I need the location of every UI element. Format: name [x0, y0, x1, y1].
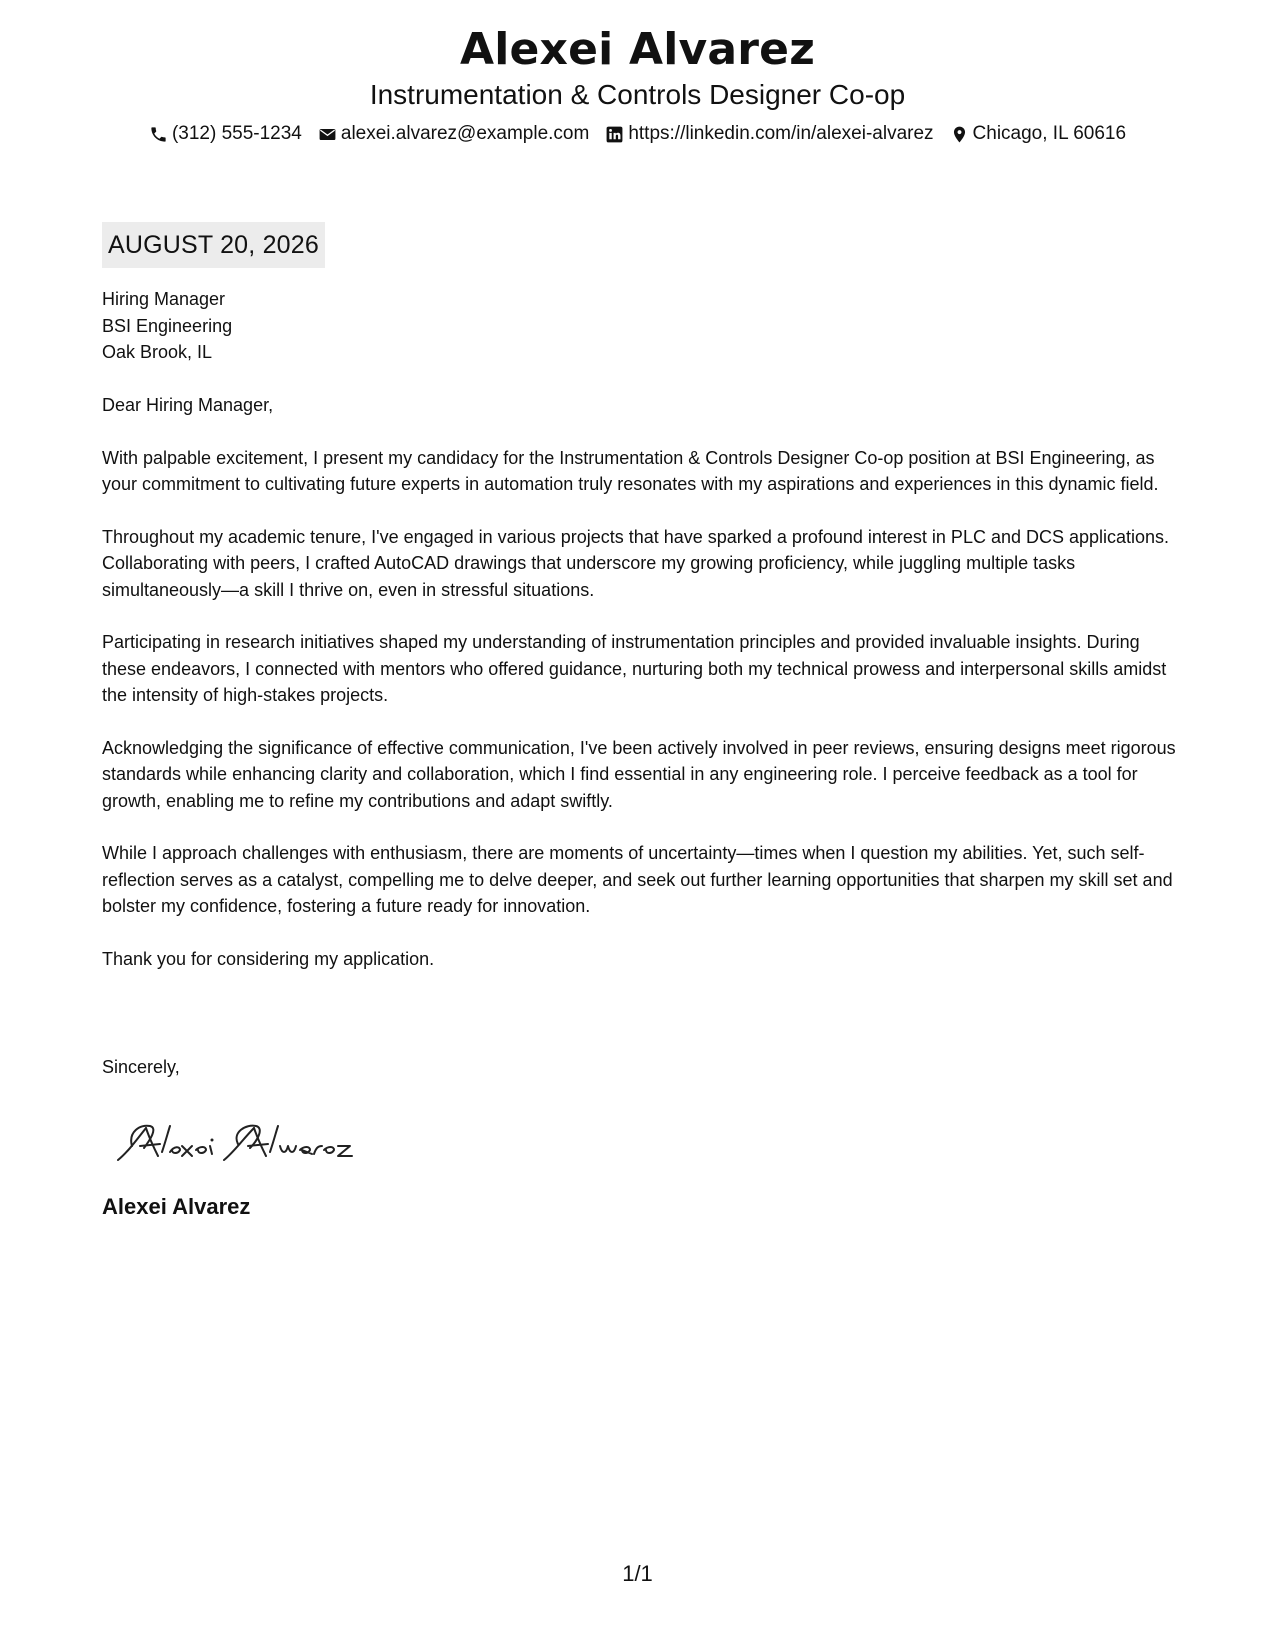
salutation: Dear Hiring Manager, — [102, 395, 274, 415]
letter-header — [0, 22, 1275, 146]
linkedin-link[interactable]: https://linkedin.com/in/alexei-alvarez — [628, 123, 934, 144]
signer-name: Alexei Alvarez — [102, 1194, 251, 1219]
closing: Sincerely, — [102, 1057, 180, 1077]
contact-line — [0, 122, 1275, 146]
body-paragraph: Thank you for considering my application. — [102, 948, 435, 969]
page-number: 1/1 — [622, 1561, 653, 1586]
phone-icon — [149, 125, 168, 144]
contact-phone — [149, 122, 302, 146]
letter-body — [102, 392, 1182, 998]
email-link[interactable]: alexei.alvarez@example.com — [340, 123, 590, 144]
envelope-icon — [318, 125, 337, 144]
linkedin-icon — [605, 125, 624, 144]
recipient-company: BSI Engineering — [102, 315, 233, 336]
signature-image — [110, 1110, 360, 1170]
contact-email — [318, 122, 589, 146]
recipient-location: Oak Brook, IL — [102, 342, 213, 362]
letter-date: AUGUST 20, 2026 — [102, 222, 325, 268]
recipient-line: Hiring Manager — [102, 289, 226, 309]
body-paragraph: Participating in research initiatives shaped my understanding of instrumentation principles and provided invaluable insights. During these endeavors, I connected with mentors who offered guidance, nurturing both my technical prowess and interpersonal skills amidst the intensity of high-stakes projects. — [102, 632, 1167, 705]
contact-linkedin — [605, 122, 933, 146]
applicant-title: Instrumentation & Controls Designer Co-op — [369, 79, 906, 110]
body-paragraph: Acknowledging the significance of effective communication, I've been actively involved in peer reviews, ensuring designs meet rigorous standards while enhancing clarity and collaboration, which I find essential in any engineering role. I perceive feedback as a tool for growth, enabling me to refine my contributions and adapt swiftly. — [102, 737, 1176, 811]
applicant-name: Alexei Alvarez — [459, 24, 816, 75]
recipient-block — [102, 286, 232, 366]
contact-location — [950, 122, 1127, 146]
phone-text: (312) 555-1234 — [171, 123, 302, 144]
body-paragraph: While I approach challenges with enthusiasm, there are moments of uncertainty—times when I question my abilities. Yet, such self-reflection serves as a catalyst, compelling me to delve deeper, and seek out further learning opportunities that sharpen my skill set and bolster my confidence, fostering a future ready for innovation. — [102, 843, 1173, 916]
location-text: Chicago, IL 60616 — [972, 123, 1127, 144]
body-paragraph: Throughout my academic tenure, I've engaged in various projects that have sparked a profound interest in PLC and DCS applications. Collaborating with peers, I crafted AutoCAD drawings that underscore my growing proficiency, while juggling multiple tasks simultaneously—a skill I thrive on, even in stressful situations. — [102, 526, 1170, 600]
body-paragraph: With palpable excitement, I present my candidacy for the Instrumentation & Controls Designer Co-op position at BSI Engineering, as your commitment to cultivating future experts in automation truly resonates with my aspirations and experiences in this dynamic field. — [102, 447, 1159, 494]
map-pin-icon — [950, 125, 969, 144]
